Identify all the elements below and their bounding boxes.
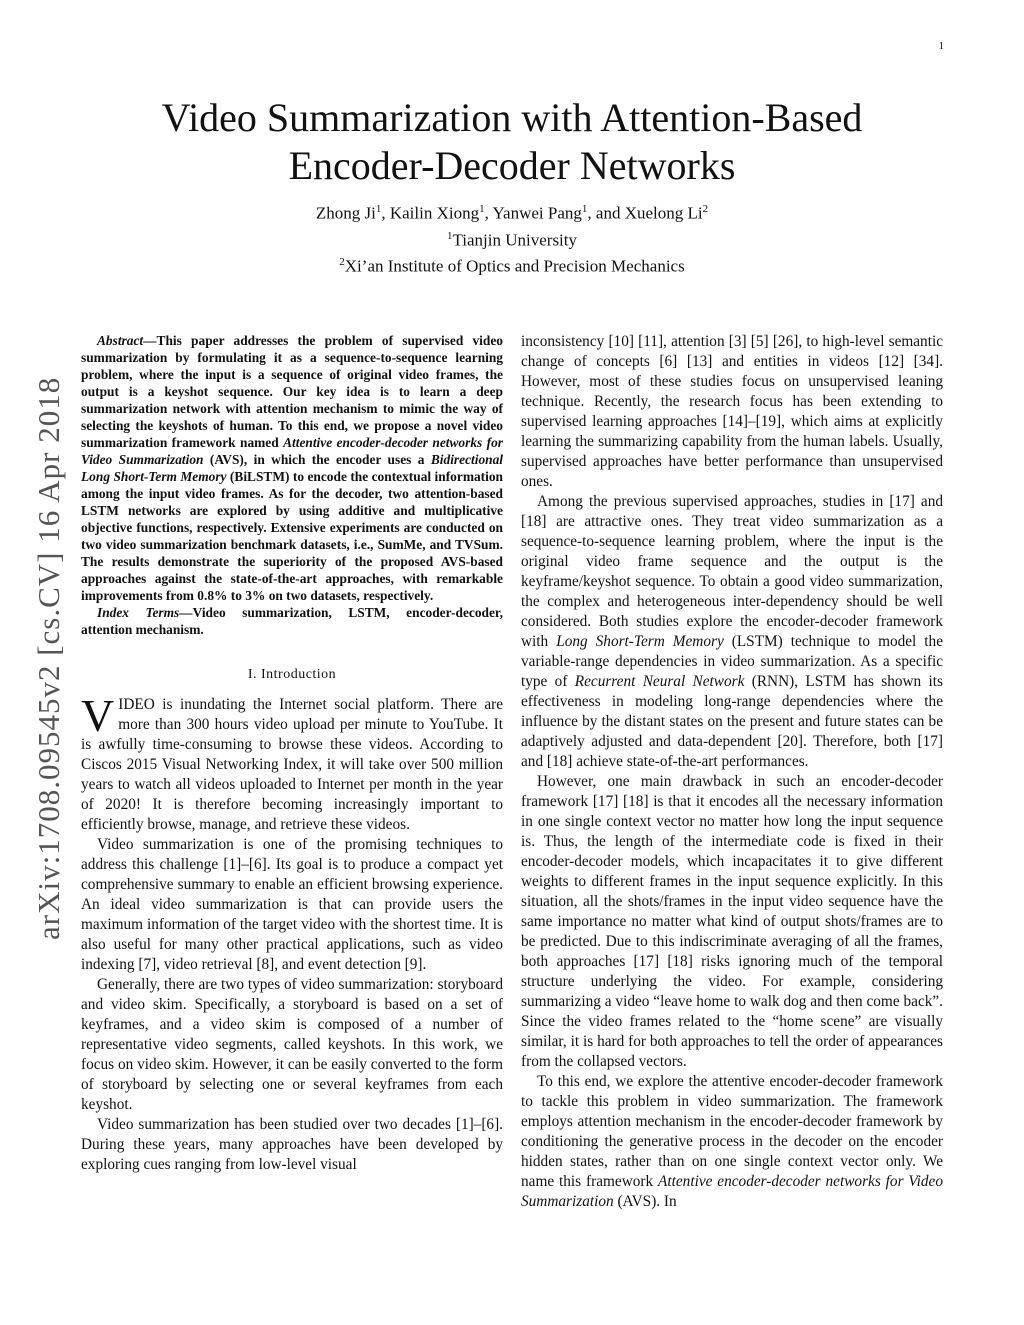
drop-cap: V — [81, 690, 115, 741]
author-list: Zhong Ji$^1$, Kailin Xiong$^1$, Yanwei Pang$^1$, and Xuelong Li$^2$ — [315, 203, 709, 223]
author-name: Yanwei Pang — [492, 203, 582, 223]
author-name: Kailin Xiong — [389, 203, 480, 223]
author-block — [100, 198, 924, 278]
paper-title: Video Summarization with Attention-Based Encoder-Decoder Networks — [161, 95, 863, 188]
abstract: Abstract—This paper addresses the problem of supervised video summarization by formulating it as a sequence-to-sequence learning problem, where the input is a sequence of original video frames, the output is a keyshot sequence. Our key idea is to learn a deep summarization network with attention mechanism to mimic the way of selecting the keyshots of human. To this end, we propose a novel video summarization framework named Attentive encoder-decoder networks for Video Summarization (AVS), in which the encoder uses a Bidirectional Long Short-Term Memory (BiLSTM) to encode the contextual information among the input video frames. As for the decoder, two attention-based LSTM networks are explored by using additive and multiplicative objective functions, respectively. Extensive experiments are conducted on two video summarization benchmark datasets, i.e., SumMe, and TVSum. The results demonstrate the superiority of the proposed AVS-based approaches against the state-of-the-art approaches, with remarkable improvements from 0.8% to 3% on two datasets, respectively. — [81, 333, 504, 603]
body-paragraph: Among the previous supervised approaches, studies in [17] and [18] are attractive ones. They treat video summarization as a sequence-to-sequence learning problem, where the input is the original video frame sequence and the output is the keyframe/keyshot sequence. To obtain a good video summarization, the complex and heterogeneous inter-dependency should be well considered. Both studies explore the encoder-decoder framework with Long Short-Term Memory (LSTM) technique to model the variable-range dependencies in video summarization. As a specific type of Recurrent Neural Network (RNN), LSTM has shown its effectiveness in modeling long-range dependencies where the influence by the distant states on the present and future states can be adaptively adjusted and data-dependent [20]. Therefore, both [17] and [18] achieve state-of-the-art performances. — [521, 493, 944, 770]
page-number: 1 — [938, 40, 944, 52]
arxiv-identifier: arXiv:1708.09545v2 [cs.CV] 16 Apr 2018 — [31, 376, 66, 940]
affiliation-mark: 1 — [581, 203, 588, 215]
left-column — [81, 332, 503, 1175]
body-paragraph: However, one main drawback in such an encoder-decoder framework [17] [18] is that it encodes all the necessary information in one single context vector no matter how long the input sequence is. Thus, the length of the intermediate code is fixed in their encoder-decoder models, which incapacitates it to give different weights to different frames in the input sequence explicitly. In this situation, all the shots/frames in the input video sequence have the same importance no matter what kind of output shots/frames are to be predicted. Due to this indiscriminate averaging of all the frames, both approaches [17] [18] risks ignoring much of the temporal structure underlying the video. For example, considering summarizing a video “leave home to walk dog and then come back”. Since the video frames related to the “home scene” are visually similar, it is hard for both approaches to tell the order of appearances from the collapsed vectors. — [521, 773, 943, 1070]
author-name: Xuelong Li — [624, 203, 703, 223]
abstract-label: Abstract— — [97, 333, 157, 348]
affiliation: $^1$Tianjin University — [446, 229, 578, 250]
intro-paragraph: VIDEO is inundating the Internet social platform. There are more than 300 hours video upload per minute to YouTube. It is awfully time-consuming to browse these videos. According to Ciscos 2015 Visual Networking Index, it will take over 500 million years to watch all videos uploaded to Internet per month in the year of 2020! It is therefore becoming increasingly important to efficiently browse, manage, and retrieve these videos. — [81, 690, 503, 833]
affiliation: $^2$Xi’an Institute of Optics and Precision Mechanics — [339, 256, 685, 276]
affiliation-mark: 1 — [375, 203, 382, 215]
body-paragraph: To this end, we explore the attentive encoder-decoder framework to tackle this problem in video summarization. The framework employs attention mechanism in the encoder-decoder framework by conditioning the generative process in the decoder on the encoder hidden states, rather than on one single context vector only. We name this framework Attentive encoder-decoder networks for Video Summarization (AVS). In — [521, 1073, 943, 1210]
right-column — [521, 332, 943, 1212]
section-heading: I. Introduction — [247, 667, 337, 682]
index-terms-label: Index Terms— — [97, 605, 193, 620]
body-paragraph: inconsistency [10] [11], attention [3] [5] [26], to high-level semantic change of concepts [6] [13] and entities in videos [12] [34]. However, most of these studies focus on unsupervised leaning technique. Recently, the research focus has been extending to supervised learning approaches [14]–[19], which aims at explicitly learning the summarizing capability from the human labels. Usually, supervised approaches have better performance than unsupervised ones. — [521, 333, 943, 490]
affiliation-mark: 1 — [479, 203, 485, 215]
intro-paragraph: Video summarization has been studied over two decades [1]–[6]. During these years, many approaches have been developed by exploring cues ranging from low-level visual — [81, 1116, 503, 1173]
intro-paragraph: Video summarization is one of the promising techniques to address this challenge [1]–[6]. Its goal is to produce a compact yet comprehensive summary to enable an efficient browsing experience. An ideal video summarization is that can provide users the maximum information of the target video with the shortest time. It is also useful for many other practical applications, such as video indexing [7], video retrieval [8], and event detection [9]. — [81, 836, 503, 973]
index-terms: Index Terms—Video summarization, LSTM, encoder-decoder, attention mechanism. — [81, 605, 503, 637]
affiliation-mark: 2 — [702, 203, 709, 215]
author-name: Zhong Ji — [315, 203, 376, 223]
intro-paragraph: Generally, there are two types of video summarization: storyboard and video skim. Specifically, a storyboard is based on a set of keyframes, and a video skim is composed of a number of representative video segments, called keyshots. In this work, we focus on video skim. However, it can be easily converted to the form of storyboard by selecting one or several keyframes from each keyshot. — [81, 976, 503, 1113]
